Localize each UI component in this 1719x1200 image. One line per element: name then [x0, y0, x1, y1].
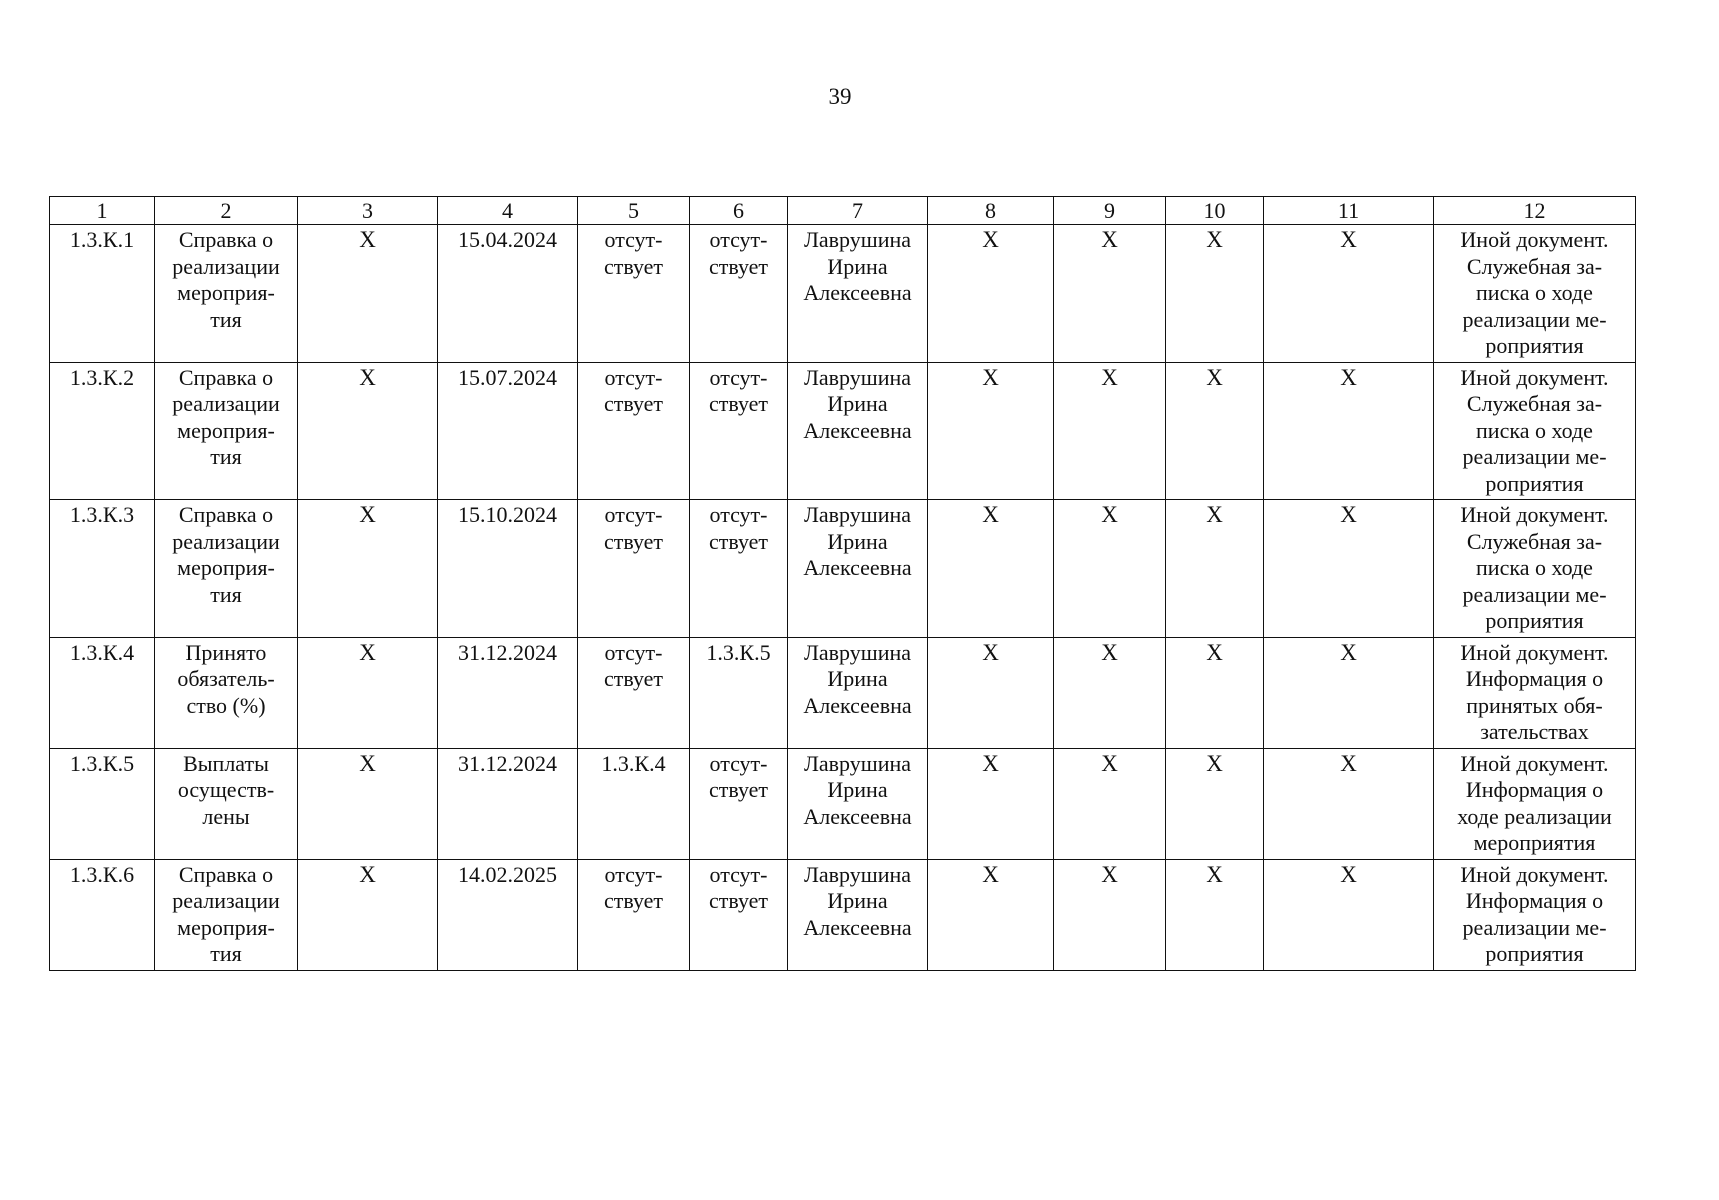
header-cell: 12 — [1434, 197, 1636, 225]
row-id-cell: 1.3.К.3 — [50, 500, 155, 638]
column-5-cell: отсут- ствует — [578, 637, 690, 748]
document-type-cell: Иной документ. Информация о реализации ме- роприятия — [1434, 859, 1636, 970]
result-name-cell: Справка о реализации мероприя- тия — [155, 859, 298, 970]
column-10-cell: X — [1166, 748, 1264, 859]
responsible-person-cell: Лаврушина Ирина Алексеевна — [788, 859, 928, 970]
column-5-cell: отсут- ствует — [578, 859, 690, 970]
document-type-cell: Иной документ. Служебная за- писка о ходе реализации ме- роприятия — [1434, 225, 1636, 363]
date-cell: 14.02.2025 — [438, 859, 578, 970]
date-cell: 31.12.2024 — [438, 637, 578, 748]
column-3-cell: X — [298, 637, 438, 748]
column-8-cell: X — [928, 362, 1054, 500]
row-id-cell: 1.3.К.1 — [50, 225, 155, 363]
column-10-cell: X — [1166, 859, 1264, 970]
document-type-cell: Иной документ. Информация о принятых обя- зательствах — [1434, 637, 1636, 748]
date-cell: 31.12.2024 — [438, 748, 578, 859]
header-cell: 9 — [1054, 197, 1166, 225]
header-cell: 4 — [438, 197, 578, 225]
result-name-cell: Справка о реализации мероприя- тия — [155, 500, 298, 638]
page-number: 39 — [828, 84, 852, 109]
column-9-cell: X — [1054, 637, 1166, 748]
column-3-cell: X — [298, 225, 438, 363]
date-cell: 15.10.2024 — [438, 500, 578, 638]
header-cell: 1 — [50, 197, 155, 225]
column-5-cell: отсут- ствует — [578, 500, 690, 638]
column-10-cell: X — [1166, 637, 1264, 748]
column-10-cell: X — [1166, 500, 1264, 638]
column-11-cell: X — [1264, 500, 1434, 638]
column-5-cell: 1.3.К.4 — [578, 748, 690, 859]
column-10-cell: X — [1166, 225, 1264, 363]
table-row — [50, 637, 1636, 748]
column-11-cell: X — [1264, 637, 1434, 748]
column-3-cell: X — [298, 500, 438, 638]
header-cell: 7 — [788, 197, 928, 225]
row-id-cell: 1.3.К.2 — [50, 362, 155, 500]
result-name-cell: Выплаты осуществ- лены — [155, 748, 298, 859]
column-9-cell: X — [1054, 859, 1166, 970]
responsible-person-cell: Лаврушина Ирина Алексеевна — [788, 637, 928, 748]
column-11-cell: X — [1264, 748, 1434, 859]
column-9-cell: X — [1054, 362, 1166, 500]
result-name-cell: Справка о реализации мероприя- тия — [155, 225, 298, 363]
column-6-cell: отсут- ствует — [690, 500, 788, 638]
column-8-cell: X — [928, 225, 1054, 363]
column-6-cell: 1.3.К.5 — [690, 637, 788, 748]
control-points-table — [49, 196, 1636, 971]
document-type-cell: Иной документ. Служебная за- писка о ходе реализации ме- роприятия — [1434, 362, 1636, 500]
column-6-cell: отсут- ствует — [690, 225, 788, 363]
header-cell: 5 — [578, 197, 690, 225]
column-8-cell: X — [928, 637, 1054, 748]
column-5-cell: отсут- ствует — [578, 225, 690, 363]
column-11-cell: X — [1264, 362, 1434, 500]
table-row — [50, 225, 1636, 363]
header-cell: 10 — [1166, 197, 1264, 225]
column-3-cell: X — [298, 362, 438, 500]
row-id-cell: 1.3.К.5 — [50, 748, 155, 859]
column-10-cell: X — [1166, 362, 1264, 500]
column-9-cell: X — [1054, 748, 1166, 859]
column-3-cell: X — [298, 859, 438, 970]
column-6-cell: отсут- ствует — [690, 362, 788, 500]
column-3-cell: X — [298, 748, 438, 859]
responsible-person-cell: Лаврушина Ирина Алексеевна — [788, 748, 928, 859]
result-name-cell: Справка о реализации мероприя- тия — [155, 362, 298, 500]
table-row — [50, 859, 1636, 970]
column-8-cell: X — [928, 748, 1054, 859]
column-8-cell: X — [928, 859, 1054, 970]
document-type-cell: Иной документ. Информация о ходе реализации мероприятия — [1434, 748, 1636, 859]
column-6-cell: отсут- ствует — [690, 748, 788, 859]
header-cell: 6 — [690, 197, 788, 225]
header-cell: 8 — [928, 197, 1054, 225]
table-row — [50, 500, 1636, 638]
result-name-cell: Принято обязатель- ство (%) — [155, 637, 298, 748]
header-row — [50, 197, 1636, 225]
document-type-cell: Иной документ. Служебная за- писка о ходе реализации ме- роприятия — [1434, 500, 1636, 638]
column-8-cell: X — [928, 500, 1054, 638]
responsible-person-cell: Лаврушина Ирина Алексеевна — [788, 362, 928, 500]
table-row — [50, 362, 1636, 500]
column-11-cell: X — [1264, 859, 1434, 970]
header-cell: 2 — [155, 197, 298, 225]
column-11-cell: X — [1264, 225, 1434, 363]
header-cell: 11 — [1264, 197, 1434, 225]
responsible-person-cell: Лаврушина Ирина Алексеевна — [788, 500, 928, 638]
column-9-cell: X — [1054, 500, 1166, 638]
column-9-cell: X — [1054, 225, 1166, 363]
date-cell: 15.07.2024 — [438, 362, 578, 500]
date-cell: 15.04.2024 — [438, 225, 578, 363]
row-id-cell: 1.3.К.6 — [50, 859, 155, 970]
responsible-person-cell: Лаврушина Ирина Алексеевна — [788, 225, 928, 363]
row-id-cell: 1.3.К.4 — [50, 637, 155, 748]
column-6-cell: отсут- ствует — [690, 859, 788, 970]
header-cell: 3 — [298, 197, 438, 225]
table-row — [50, 748, 1636, 859]
column-5-cell: отсут- ствует — [578, 362, 690, 500]
